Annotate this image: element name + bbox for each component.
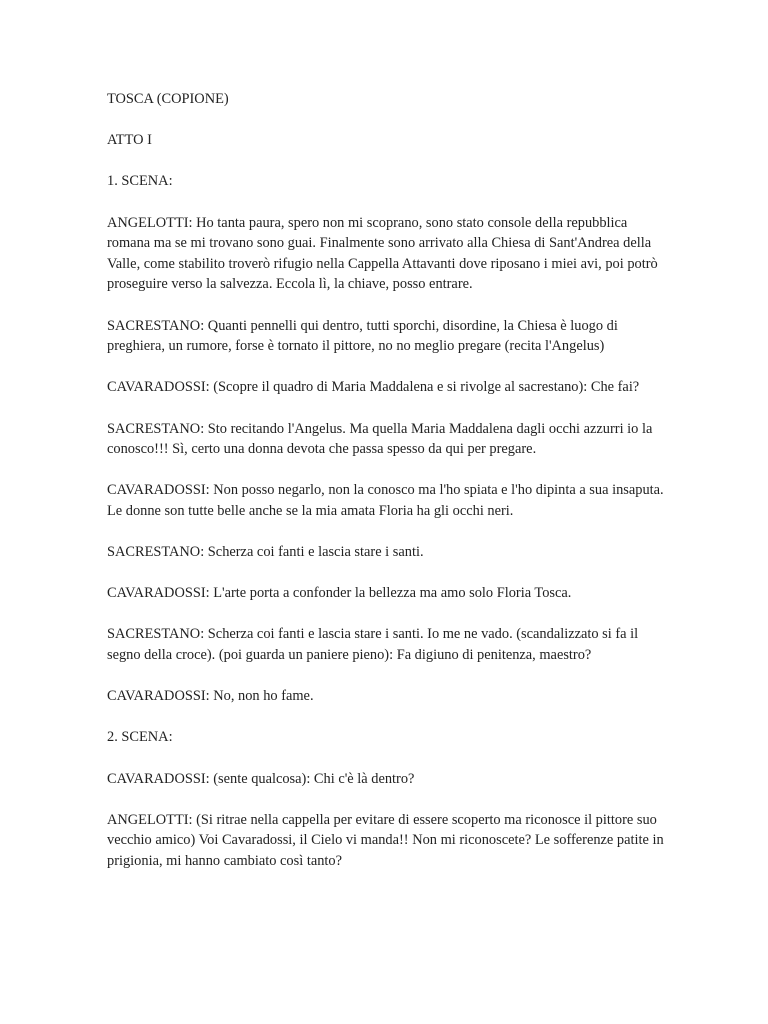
dialogue-paragraph: SACRESTANO: Scherza coi fanti e lascia stare i santi. Io me ne vado. (scandalizzato si fa il segno della croce). (poi guarda un paniere pieno): Fa digiuno di penitenza, maestro? [107, 626, 639, 664]
dialogue-paragraph: CAVARADOSSI: (Scopre il quadro di Maria Maddalena e si rivolge al sacrestano): Che fai? [107, 379, 640, 396]
dialogue-paragraph: CAVARADOSSI: (sente qualcosa): Chi c'è là dentro? [107, 770, 415, 787]
dialogue-paragraph: SACRESTANO: Sto recitando l'Angelus. Ma quella Maria Maddalena dagli occhi azzurri io la conosco!!! Sì, certo una donna devota che passa spesso da qui per pregare. [107, 420, 653, 458]
document-title: TOSCA (COPIONE) [107, 91, 229, 107]
dialogue-paragraph: CAVARADOSSI: No, non ho fame. [107, 688, 314, 705]
scene-heading: 1. SCENA: [107, 173, 173, 190]
dialogue-paragraph: CAVARADOSSI: Non posso negarlo, non la conosco ma l'ho spiata e l'ho dipinta a sua insaputa. Le donne son tutte belle anche se la mia amata Floria ha gli occhi neri. [107, 482, 664, 519]
dialogue-paragraph: ANGELOTTI: Ho tanta paura, spero non mi scoprano, sono stato console della repubblica romana ma se mi trovano sono guai. Finalmente sono arrivato alla Chiesa di Sant'Andrea della Valle, come stabilito troverò rifugio nella Cappella Attavanti dove riposano i miei avi, poi potrò proseguire verso la salvezza. Eccola lì, la chiave, posso entrare. [107, 214, 658, 293]
act-heading: ATTO I [107, 132, 152, 149]
dialogue-paragraph: CAVARADOSSI: L'arte porta a confonder la bellezza ma amo solo Floria Tosca. [107, 585, 572, 602]
dialogue-paragraph: ANGELOTTI: (Si ritrae nella cappella per evitare di essere scoperto ma riconosce il pittore suo vecchio amico) Voi Cavaradossi, il Cielo vi manda!! Non mi riconoscete? Le sofferenze patite in prigionia, mi hanno cambiato così tanto? [107, 811, 664, 869]
document-page [107, 89, 667, 892]
scene-heading: 2. SCENA: [107, 729, 173, 746]
dialogue-paragraph: SACRESTANO: Scherza coi fanti e lascia stare i santi. [107, 544, 424, 561]
dialogue-paragraph: SACRESTANO: Quanti pennelli qui dentro, tutti sporchi, disordine, la Chiesa è luogo di preghiera, un rumore, forse è tornato il pittore, no no meglio pregare (recita l'Angelus) [107, 317, 618, 355]
